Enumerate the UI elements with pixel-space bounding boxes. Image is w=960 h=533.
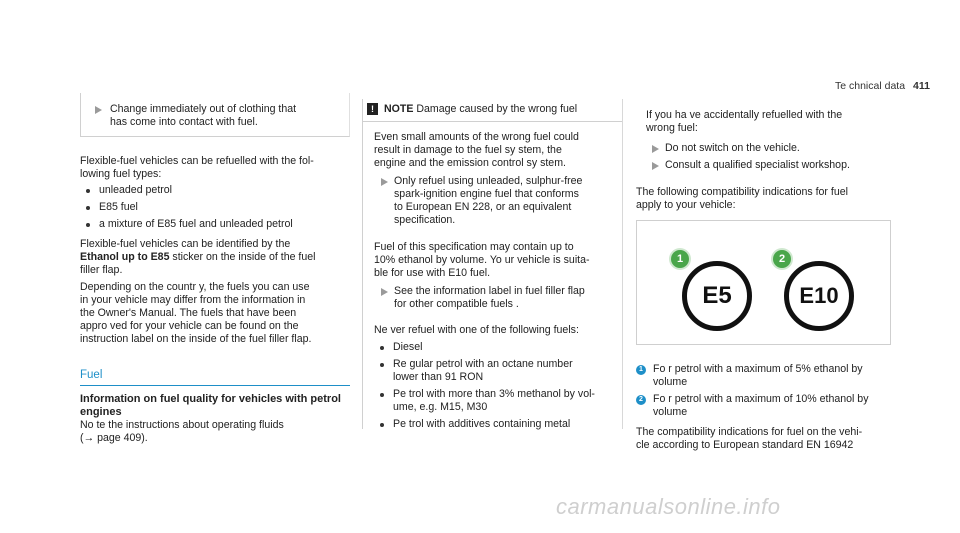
- page-number: 411: [913, 80, 930, 92]
- legend-number-icon: 1: [636, 365, 646, 375]
- section-rule: [80, 385, 350, 386]
- legend-line: Fo r petrol with a maximum of 5% ethanol by: [653, 363, 863, 375]
- section-heading-fuel: Fuel: [80, 369, 103, 381]
- bullet-icon: [380, 393, 384, 397]
- paragraph-line: 10% ethanol by volume. Yo ur vehicle is suita-: [374, 254, 590, 266]
- paragraph-line: the Owner's Manual. The fuels that have been: [80, 307, 297, 319]
- paragraph-line: lowing fuel types:: [80, 168, 162, 180]
- bullet-icon: [86, 206, 90, 210]
- list-item: Pe trol with more than 3% methanol by vol-: [393, 388, 595, 400]
- paragraph-line: [80, 251, 316, 264]
- step-line: spark-ignition engine fuel that conforms: [394, 188, 579, 200]
- page-header: [790, 80, 930, 93]
- step-arrow-icon: [652, 145, 659, 153]
- note-box-left-border: [362, 99, 363, 429]
- step-line: to European EN 228, or an equivalent: [394, 201, 572, 213]
- paragraph-line: Ne ver refuel with one of the following fuels:: [374, 324, 579, 336]
- paragraph-line: filler flap.: [80, 264, 123, 276]
- paragraph-line: If you ha ve accidentally refuelled with the: [646, 109, 843, 121]
- paragraph-line: wrong fuel:: [646, 122, 698, 134]
- step-line: Only refuel using unleaded, sulphur-free: [394, 175, 583, 187]
- step-line: for other compatible fuels .: [394, 298, 519, 310]
- step-arrow-icon: [95, 106, 102, 114]
- paragraph-line: Flexible-fuel vehicles can be refuelled with the fol-: [80, 155, 314, 167]
- step-arrow-icon: [652, 162, 659, 170]
- section-title: Te chnical data: [835, 80, 906, 92]
- e10-label-text: E10: [799, 283, 839, 308]
- legend-number-icon: 2: [636, 395, 646, 405]
- watermark-text: carmanualsonline.info: [556, 494, 781, 519]
- list-item: Diesel: [393, 341, 423, 353]
- list-item: a mixture of E85 fuel and unleaded petrol: [99, 218, 293, 230]
- step-arrow-icon: [381, 178, 388, 186]
- paragraph-line: engine and the emission control sy stem.: [374, 157, 566, 169]
- bullet-icon: [86, 189, 90, 193]
- step-arrow-icon: [381, 288, 388, 296]
- e5-label-icon: [682, 261, 752, 331]
- paragraph-line: Flexible-fuel vehicles can be identified by the: [80, 238, 291, 250]
- subheading-line: Information on fuel quality for vehicles with petrol: [80, 393, 341, 405]
- paragraph-line: Depending on the countr y, the fuels you can use: [80, 281, 310, 293]
- fuel-compatibility-image: [636, 220, 891, 345]
- note-heading: [384, 103, 577, 116]
- subheading-line: engines: [80, 406, 122, 418]
- step-line: Do not switch on the vehicle.: [665, 142, 800, 154]
- e5-label-text: E5: [702, 282, 732, 309]
- step-line: See the information label in fuel filler flap: [394, 285, 585, 297]
- list-item: E85 fuel: [99, 201, 138, 213]
- paragraph-line: The following compatibility indications for fuel: [636, 186, 848, 198]
- legend-line: Fo r petrol with a maximum of 10% ethanol by: [653, 393, 869, 405]
- paragraph-line: cle according to European standard EN 16942: [636, 439, 854, 451]
- note-title: Damage caused by the wrong fuel: [413, 103, 578, 115]
- paragraph-line: No te the instructions about operating fluids: [80, 419, 284, 431]
- paragraph-line: instruction label on the inside of the fuel filler flap.: [80, 333, 312, 345]
- bullet-icon: [86, 223, 90, 227]
- step-line: specification.: [394, 214, 456, 226]
- box-text-line: Change immediately out of clothing that: [110, 103, 297, 115]
- paragraph-line: ble for use with E10 fuel.: [374, 267, 491, 279]
- paragraph-line: The compatibility indications for fuel on the vehi-: [636, 426, 863, 438]
- paragraph-line: Even small amounts of the wrong fuel could: [374, 131, 579, 143]
- note-label: NOTE: [384, 103, 414, 115]
- column-divider: [622, 99, 623, 429]
- paragraph-line: apply to your vehicle:: [636, 199, 736, 211]
- bullet-icon: [380, 363, 384, 367]
- step-line: Consult a qualified specialist workshop.: [665, 159, 850, 171]
- paragraph-text: sticker on the inside of the fuel: [169, 251, 316, 263]
- warning-icon: !: [367, 103, 378, 115]
- callout-badge-1: 1: [671, 250, 689, 268]
- bullet-icon: [380, 346, 384, 350]
- legend-line: volume: [653, 406, 688, 418]
- e10-label-icon: [784, 261, 854, 331]
- list-item: Pe trol with additives containing metal: [393, 418, 571, 430]
- paragraph-line: appro ved for your vehicle can be found on the: [80, 320, 299, 332]
- list-item: lower than 91 RON: [393, 371, 484, 383]
- list-item: ume, e.g. M15, M30: [393, 401, 488, 413]
- note-header-rule: [362, 121, 622, 122]
- paragraph-line: in your vehicle may differ from the information in: [80, 294, 306, 306]
- box-text-line: has come into contact with fuel.: [110, 116, 258, 128]
- legend-line: volume: [653, 376, 688, 388]
- callout-badge-2: 2: [773, 250, 791, 268]
- sticker-name: Ethanol up to E85: [80, 251, 170, 263]
- paragraph-line: result in damage to the fuel sy stem, the: [374, 144, 562, 156]
- bullet-icon: [380, 423, 384, 427]
- page-reference-link[interactable]: (→ page 409).: [80, 432, 148, 444]
- paragraph-line: Fuel of this specification may contain up to: [374, 241, 574, 253]
- list-item: unleaded petrol: [99, 184, 173, 196]
- list-item: Re gular petrol with an octane number: [393, 358, 573, 370]
